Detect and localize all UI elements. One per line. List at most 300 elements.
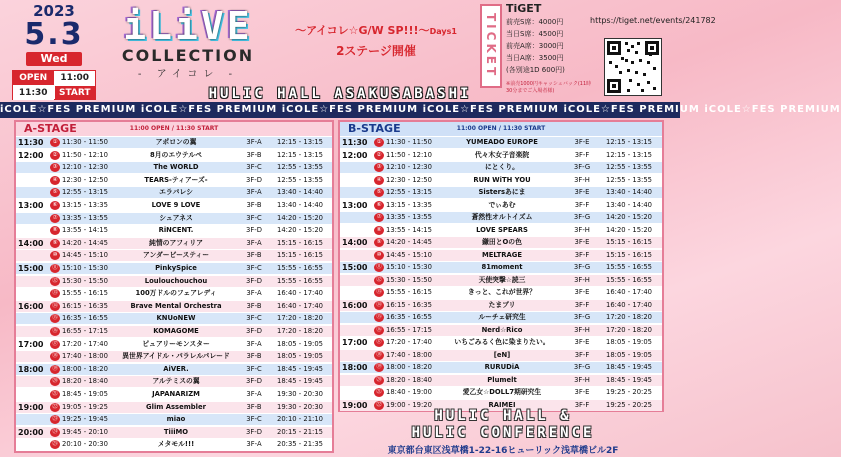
artist-name: 純情のアフィリア [149,238,203,247]
artist-name: 蒼然性オルトイズム [471,213,533,221]
ticket-vendor: TiGET [506,2,542,15]
start-label: START [55,86,96,100]
artist-name: エラバレシ [159,188,193,197]
greeting-time: 17:20 - 18:20 [277,314,323,323]
performance-time: 18:00 - 18:20 [62,364,108,373]
performance-time: 13:35 - 13:55 [62,213,108,222]
cashback-note: ※前売1000円キャッシュバック(11時30分までご入場者様) [506,81,592,94]
schedule-row [16,402,332,413]
greeting-floor: 3F-F [574,150,590,159]
schedule-row [16,288,332,299]
a-stage-name: A-STAGE [24,122,77,135]
performance-time: 19:00 - 19:20 [386,400,432,409]
slot-number: ⑪ [50,264,60,273]
artist-name: Sistersあにま [478,188,526,196]
artist-name: 愛乙女☆DOLL7期研究生 [462,388,542,396]
greeting-floor: 3F-B [246,301,262,310]
price-row: 前売A席：3000円 [506,42,564,50]
slot-number: ① [50,138,60,147]
schedule-row [16,301,332,312]
venue-info [338,408,668,456]
artist-name: Brave Mental Orchestra [130,301,222,310]
schedule-row [16,427,332,438]
greeting-time: 12:55 - 13:55 [606,163,652,171]
schedule-row [340,225,662,236]
schedule-row [16,326,332,337]
greeting-floor: 3F-H [574,175,590,184]
greeting-floor: 3F-A [246,339,262,348]
artist-name: 代々木女子音楽院 [474,150,530,159]
time-slot-hour: 19:00 [342,400,368,410]
schedule-row [16,439,332,450]
greeting-floor: 3F-D [246,276,262,285]
performance-time: 12:55 - 13:15 [386,188,432,196]
slot-number: ㉕ [50,440,60,449]
slot-number: ④ [50,176,60,185]
venue-line-2: HULIC CONFERENCE [411,425,595,441]
time-slot-hour: 13:00 [18,201,44,210]
schedule-row [16,150,332,161]
greeting-time: 12:55 - 13:55 [606,175,652,184]
slot-number: ⑰ [374,338,384,347]
greeting-floor: 3F-C [246,264,262,272]
greeting-time: 18:05 - 19:05 [606,350,652,359]
greeting-time: 18:45 - 19:45 [277,377,323,386]
slot-number: ⑭ [374,301,384,310]
artist-name: PinkySpice [155,264,197,272]
event-title-text: ～アイコレ☆G/W SP!!!～ [295,24,430,37]
greeting-floor: 3F-G [573,263,591,271]
schedule-row [16,213,332,224]
schedule-row [16,376,332,387]
performance-time: 17:40 - 18:00 [386,350,432,359]
slot-number: ㉒ [50,403,60,412]
greeting-floor: 3F-H [574,275,590,284]
schedule-row [16,162,332,173]
slot-number: ⑪ [374,263,384,272]
slot-number: ⑥ [374,201,384,210]
schedule-row [16,263,332,274]
schedule-row [340,325,662,336]
artist-name: TEARS-ティアーズ- [144,175,208,184]
open-time: 11:00 [55,71,96,85]
greeting-floor: 3F-H [574,375,590,384]
greeting-time: 14:20 - 15:20 [277,226,323,235]
slot-number: ㉑ [50,390,60,399]
price-value: 3000円 [538,42,564,50]
b-stage-times: 11:00 OPEN / 11:30 START [456,125,546,132]
schedule-row [16,351,332,362]
performance-time: 14:45 - 15:10 [62,251,108,260]
greeting-floor: 3F-B [246,251,262,260]
event-info [276,22,476,62]
slot-number: ⑲ [50,365,60,374]
greeting-time: 14:20 - 15:20 [606,225,652,234]
slot-number: ⑰ [50,340,60,349]
greeting-floor: 3F-E [574,288,590,296]
logo-main-text: iLiVE [123,4,253,48]
greeting-time: 16:40 - 17:40 [277,301,323,310]
schedule-row [340,300,662,311]
performance-time: 15:10 - 15:30 [386,263,432,271]
greeting-time: 20:15 - 21:15 [277,427,323,436]
artist-name: ピュアリーモンスター [142,339,210,348]
artist-name: miao [166,415,186,424]
schedule-row [340,350,662,361]
ticket-label [480,4,502,88]
greeting-floor: 3F-G [573,163,591,171]
greeting-time: 12:55 - 13:55 [277,175,323,184]
schedule-row [16,187,332,198]
slot-number: ⑲ [374,363,384,372]
artist-name: 8月のエウテルペ [150,150,202,159]
venue-title: HULIC HALL ASAKUSABASHI [208,86,472,102]
schedule-row [340,237,662,248]
schedule-row [340,375,662,386]
performance-time: 18:40 - 19:00 [386,388,432,396]
slot-number: ⑩ [374,251,384,260]
greeting-floor: 3F-A [246,238,262,247]
performance-time: 13:15 - 13:35 [386,200,432,209]
greeting-floor: 3F-H [574,225,590,234]
slot-number: ⑦ [50,214,60,223]
performance-time: 15:30 - 15:50 [386,275,432,284]
greeting-floor: 3F-D [246,175,262,184]
time-slot-hour: 14:00 [342,238,368,247]
performance-time: 14:20 - 14:45 [386,238,432,246]
performance-time: 13:55 - 14:15 [386,225,432,234]
slot-number: ⑫ [50,277,60,286]
schedule-row [16,313,332,324]
performance-time: 12:55 - 13:15 [62,188,108,197]
greeting-time: 12:15 - 13:15 [277,150,323,159]
open-label: OPEN [13,71,54,85]
time-slot-hour: 18:00 [342,363,368,372]
time-slot-hour: 17:00 [18,339,44,349]
artist-name: アポロンの翼 [155,138,197,146]
greeting-floor: 3F-E [574,188,590,196]
performance-time: 18:20 - 18:40 [62,377,108,386]
schedule-row [16,225,332,236]
slot-number: ⑫ [374,276,384,285]
time-slot-hour: 16:00 [18,301,44,311]
greeting-floor: 3F-F [574,300,590,309]
schedule-row [16,364,332,375]
performance-time: 11:50 - 12:10 [386,150,432,159]
start-time: 11:30 [13,86,54,100]
performance-time: 16:35 - 16:55 [386,313,432,321]
schedule-row [16,175,332,186]
slot-number: ⑦ [374,213,384,222]
slot-number: ④ [374,176,384,185]
greeting-time: 13:40 - 14:40 [277,201,323,209]
greeting-time: 16:40 - 17:40 [277,289,323,298]
slot-number: ⑧ [374,226,384,235]
performance-time: 20:10 - 20:30 [62,440,108,449]
slot-number: ⑮ [374,313,384,322]
venue-address: 東京都台東区浅草橋1-22-16ヒューリック浅草橋ビル2F [387,446,619,456]
greeting-time: 12:15 - 13:15 [606,150,652,159]
greeting-floor: 3F-E [574,138,590,146]
time-slot-hour: 13:00 [342,200,368,210]
artist-name: Glim Assembler [146,402,206,411]
slot-number: ① [374,138,384,147]
price-row: 前売S席：4000円 [506,18,564,26]
performance-time: 19:05 - 19:25 [62,402,108,411]
performance-time: 14:45 - 15:10 [386,250,432,259]
greeting-floor: 3F-D [246,377,262,386]
performance-time: 16:35 - 16:55 [62,314,108,323]
performance-time: 15:10 - 15:30 [62,264,108,272]
b-stage-name: B-STAGE [348,122,401,135]
greeting-time: 15:15 - 16:15 [606,238,652,246]
schedule-row [340,212,662,223]
time-slot-hour: 20:00 [18,427,44,437]
time-slot-hour: 12:00 [18,150,44,160]
greeting-time: 17:20 - 18:20 [606,325,652,334]
ticket-label-text: TICKET [484,13,498,79]
schedule-row [16,200,332,211]
schedule-row [340,175,662,186]
artist-name: 100万ドルのフェアレディ [135,289,217,298]
time-slot-hour: 18:00 [18,364,44,374]
greeting-time: 15:55 - 16:55 [606,275,652,284]
performance-time: 13:55 - 14:15 [62,226,108,235]
performance-time: 16:55 - 17:15 [386,325,432,334]
slot-number: ⑯ [50,327,60,336]
performance-time: 13:35 - 13:55 [386,213,432,221]
performance-time: 17:20 - 17:40 [386,338,432,346]
greeting-time: 18:45 - 19:45 [606,375,652,384]
greeting-floor: 3F-E [574,238,590,246]
performance-time: 16:15 - 16:35 [62,301,108,310]
price-value: 3500円 [538,54,564,62]
artist-name: TiiiMO [163,427,189,436]
performance-time: 12:10 - 12:30 [62,163,108,172]
greeting-floor: 3F-E [574,388,590,396]
slot-number: ⑬ [50,289,60,298]
event-weekday: Wed [26,52,82,66]
greeting-floor: 3F-H [574,325,590,334]
slot-number: ⑱ [374,351,384,360]
artist-name: たまプリ [488,300,516,309]
greeting-floor: 3F-B [246,201,262,209]
fes-banner: iCOLE☆FES PREMIUM iCOLE☆FES PREMIUM iCOLE☆FES PREMIUM iCOLE☆FES PREMIUM iCOLE☆FES PREMIUM iCOLE☆FES PREMIUM [0,102,680,118]
event-year: 2023 [33,2,75,20]
schedule-row [16,339,332,350]
slot-number: ⑩ [50,251,60,260]
schedule-row [340,287,662,298]
greeting-floor: 3F-B [246,352,262,361]
performance-time: 18:00 - 18:20 [386,363,432,371]
greeting-time: 18:05 - 19:05 [606,338,652,346]
greeting-time: 14:20 - 15:20 [606,213,652,221]
time-slot-hour: 14:00 [18,238,44,248]
ticket-url[interactable]: https://tiget.net/events/241782 [590,16,716,25]
greeting-floor: 3F-G [573,313,591,321]
performance-time: 16:15 - 16:35 [386,300,432,309]
greeting-time: 15:55 - 16:55 [277,264,323,272]
greeting-floor: 3F-A [246,289,262,298]
slot-number: ⑭ [50,302,60,311]
greeting-floor: 3F-G [573,363,591,371]
schedule-row [340,312,662,323]
greeting-time: 20:35 - 21:35 [277,440,323,449]
price-row: 当日S席：4500円 [506,30,564,38]
schedule-row [340,387,662,398]
slot-number: ⑧ [50,226,60,235]
slot-number: ⑨ [50,239,60,248]
artist-name: The WORLD [153,163,199,172]
greeting-time: 18:05 - 19:05 [277,339,323,348]
b-stage-table [338,120,664,412]
drink-note: (各別途1D 600円) [506,66,565,74]
event-date: 5.3 [24,17,84,52]
slot-number: ㉑ [374,388,384,397]
slot-number: ③ [50,163,60,172]
greeting-time: 18:45 - 19:45 [606,363,652,371]
greeting-floor: 3F-F [574,200,590,209]
greeting-time: 13:40 - 14:40 [606,188,652,196]
schedule-row [340,150,662,161]
schedule-row [16,238,332,249]
slot-number: ⑳ [50,377,60,386]
greeting-floor: 3F-C [246,415,262,424]
time-slot-hour: 11:30 [342,138,368,147]
greeting-floor: 3F-B [246,150,262,159]
artist-name: LOVE SPEARS [476,225,528,234]
artist-name: 異世界アイドル・パラレルパレード [122,352,230,361]
greeting-time: 13:40 - 14:40 [606,200,652,209]
greeting-time: 14:20 - 15:20 [277,213,323,222]
greeting-floor: 3F-D [246,427,262,436]
artist-name: メタモル!!! [157,440,195,449]
performance-time: 11:50 - 12:10 [62,150,108,159]
artist-name: KNUoNEW [156,314,196,323]
greeting-time: 19:30 - 20:30 [277,390,323,398]
schedule-row [340,187,662,198]
time-slot-hour: 17:00 [342,338,368,347]
greeting-floor: 3F-C [246,314,262,323]
slot-number: ⑬ [374,288,384,297]
performance-time: 18:20 - 18:40 [386,375,432,384]
performance-time: 14:20 - 14:45 [62,238,108,247]
performance-time: 19:25 - 19:45 [62,415,108,424]
greeting-time: 15:15 - 16:15 [277,251,323,260]
greeting-floor: 3F-D [246,327,262,335]
greeting-time: 17:20 - 18:20 [277,327,323,335]
artist-name: RAIMEI [488,400,516,409]
greeting-time: 20:10 - 21:10 [277,415,323,424]
greeting-time: 19:25 - 20:25 [606,388,652,396]
performance-time: 11:30 - 11:50 [62,138,108,146]
schedule-row [340,162,662,173]
venue-line-1: HULIC HALL & [434,408,572,424]
artist-name: ルーチェ研究生 [478,313,526,321]
greeting-time: 19:25 - 20:25 [606,400,652,409]
artist-name: いちごみるく色に染まりたい。 [454,338,550,346]
artist-name: シュアネス [159,213,193,222]
slot-number: ⑯ [374,326,384,335]
greeting-time: 18:45 - 19:45 [277,364,323,373]
stages-note: 2ステージ開催 [336,44,416,58]
artist-name: 天使突撃☆読三 [478,275,526,284]
performance-time: 13:15 - 13:35 [62,201,108,209]
slot-number: ② [50,151,60,160]
artist-name: にとくり。 [485,163,519,171]
greeting-time: 12:15 - 13:15 [277,138,323,146]
time-slot-hour: 19:00 [18,402,44,412]
price-value: 4000円 [538,18,564,26]
artist-name: RURUDiA [484,363,520,371]
ticket-prices [506,2,592,98]
performance-time: 15:55 - 16:15 [62,289,108,298]
slot-number: ③ [374,163,384,172]
schedule-row [340,250,662,261]
greeting-time: 13:40 - 14:40 [277,188,323,197]
slot-number: ⑥ [50,201,60,210]
greeting-floor: 3F-G [573,213,591,221]
artist-name: MELTRAGE [482,250,522,259]
greeting-time: 18:05 - 19:05 [277,352,323,361]
greeting-floor: 3F-A [246,390,262,398]
artist-name: AiVER. [163,364,189,373]
price-name: 前売A席 [506,42,532,50]
artist-name: JAPANARIZM [152,390,200,398]
schedule-row [16,137,332,148]
artist-name: YUMEADO EUROPE [466,138,538,146]
artist-name: RiNCENT. [158,226,194,235]
schedule-row [16,276,332,287]
event-title [276,22,476,38]
performance-time: 12:30 - 12:50 [62,175,108,184]
time-slot-hour: 15:00 [342,263,368,272]
a-stage-times: 11:00 OPEN / 11:30 START [129,125,219,132]
artist-name: でぃあむ [488,200,516,209]
slot-number: ⑮ [50,314,60,323]
performance-time: 15:30 - 15:50 [62,276,108,285]
greeting-floor: 3F-A [246,440,262,449]
greeting-time: 12:15 - 13:15 [606,138,652,146]
artist-name: KOMAGOME [153,327,199,335]
performance-time: 18:45 - 19:05 [62,390,108,398]
greeting-time: 19:30 - 20:30 [277,402,323,411]
schedule-row [340,262,662,273]
greeting-time: 15:15 - 16:15 [606,250,652,259]
greeting-floor: 3F-A [246,188,262,197]
slot-number: ㉓ [50,415,60,424]
slot-number: ⑤ [50,188,60,197]
time-slot-hour: 11:30 [18,138,44,147]
price-name: 当日S席 [506,30,532,38]
artist-name: 81moment [481,263,523,271]
price-value: 4500円 [538,30,564,38]
performance-time: 15:55 - 16:15 [386,288,432,296]
price-row: 当日A席：3500円 [506,54,564,62]
a-stage-table [14,120,334,453]
time-slot-hour: 12:00 [342,150,368,160]
greeting-floor: 3F-E [574,338,590,346]
time-slot-hour: 15:00 [18,264,44,273]
slot-number: ⑱ [50,352,60,361]
slot-number: ② [374,151,384,160]
greeting-time: 17:20 - 18:20 [606,313,652,321]
a-stage-header [16,122,332,136]
greeting-time: 15:55 - 16:55 [606,263,652,271]
b-stage-header [340,122,662,136]
schedule-row [340,200,662,211]
time-slot-hour: 16:00 [342,300,368,310]
